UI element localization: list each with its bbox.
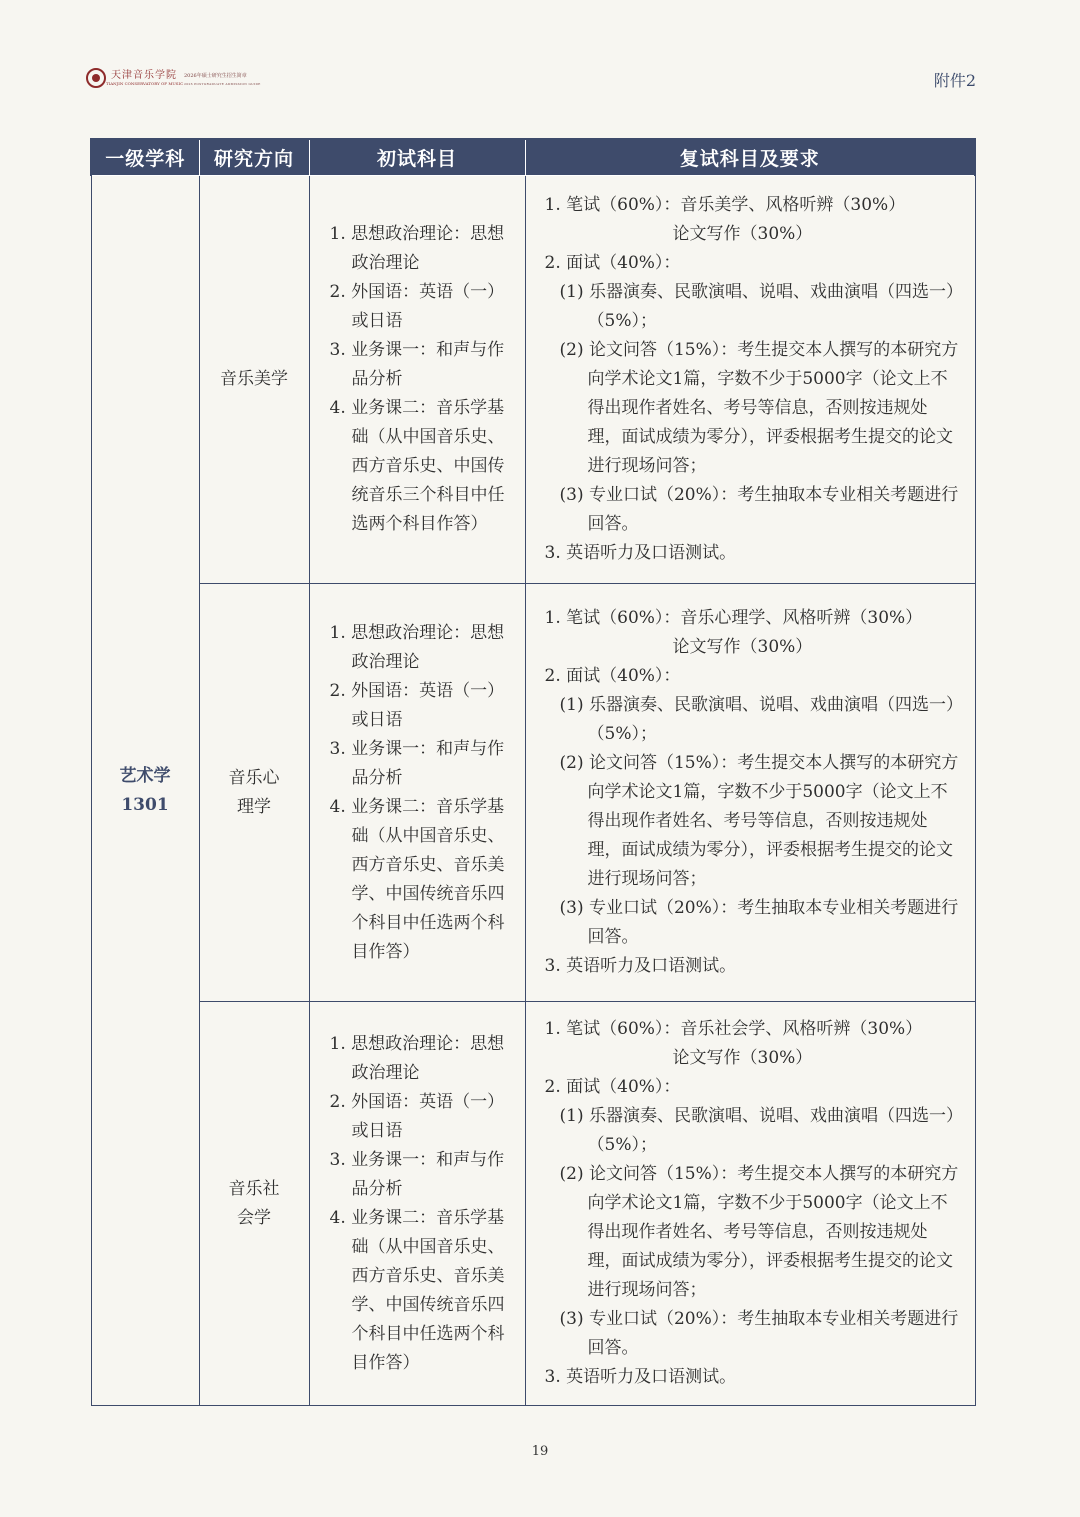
initial-item: 4. 业务课二：音乐学基础（从中国音乐史、西方音乐史、音乐美学、中国传统音乐四个科目中任选两个科目作答） — [329, 1207, 505, 1373]
retest-item: (2) 论文问答（15%）：考生提交本人撰写的本研究方向学术论文1篇，字数不少于5000字（论文上不得出现作者姓名、考号等信息，否则按违规处理，面试成绩为零分），评委根据考生提交的论文进行现场问答； — [559, 340, 959, 476]
document-title — [184, 72, 261, 88]
initial-item: 3. 业务课一：和声与作品分析 — [329, 1149, 505, 1199]
retest-interview: 2. 面试（40%）： — [544, 253, 681, 273]
retest-item: (3) 专业口试（20%）：考生抽取本专业相关考题进行回答。 — [559, 1309, 959, 1358]
direction-name: 音乐社会学 — [228, 1178, 280, 1228]
retest-written-2: 论文写作（30%） — [672, 1048, 813, 1068]
document-title-cn: 2026年硕士研究生招生简章 — [184, 73, 247, 79]
page-number: 19 — [531, 1444, 549, 1459]
header-initial-exam: 初试科目 — [309, 139, 525, 176]
retest-cell — [525, 1002, 975, 1406]
direction-cell — [199, 1002, 309, 1406]
discipline-code: 1301 — [121, 794, 169, 815]
attachment-label: 附件2 — [933, 71, 976, 90]
initial-item: 3. 业务课一：和声与作品分析 — [329, 340, 505, 389]
initial-item: 1. 思想政治理论：思想政治理论 — [329, 224, 505, 273]
direction-name: 音乐心理学 — [228, 767, 280, 817]
discipline-name: 艺术学 — [119, 765, 171, 786]
initial-exam-cell — [309, 584, 525, 1002]
logo-subtext: TIANJIN CONSERVATORY OF MUSIC — [106, 81, 184, 86]
school-seal-icon — [86, 68, 106, 88]
initial-exam-cell — [309, 1002, 525, 1406]
retest-item: (2) 论文问答（15%）：考生提交本人撰写的本研究方向学术论文1篇，字数不少于5000字（论文上不得出现作者姓名、考号等信息，否则按违规处理，面试成绩为零分），评委根据考生提交的论文进行现场问答； — [559, 1164, 959, 1300]
initial-item: 2. 外国语：英语（一）或日语 — [329, 680, 505, 730]
retest-listening: 3. 英语听力及口语测试。 — [544, 543, 737, 563]
initial-item: 1. 思想政治理论：思想政治理论 — [329, 1033, 505, 1083]
document-title-en: 2026 POSTGRADUATE ADMISSION GUIDE — [184, 82, 261, 86]
retest-written: 1. 笔试（60%）：音乐社会学、风格听辨（30%） — [544, 1019, 923, 1039]
discipline-cell — [91, 176, 199, 1406]
retest-written: 1. 笔试（60%）：音乐心理学、风格听辨（30%） — [544, 608, 923, 628]
initial-exam-cell — [309, 176, 525, 584]
retest-written-2: 论文写作（30%） — [672, 637, 813, 657]
retest-written-2: 论文写作（30%） — [672, 224, 813, 244]
table-row — [91, 584, 975, 1002]
retest-item: (1) 乐器演奏、民歌演唱、说唱、戏曲演唱（四选一）（5%）； — [559, 1106, 955, 1155]
logo-text: 天津音乐学院 — [111, 70, 177, 81]
retest-item: (3) 专业口试（20%）：考生抽取本专业相关考题进行回答。 — [559, 898, 959, 947]
header-retest: 复试科目及要求 — [525, 139, 975, 176]
header-discipline: 一级学科 — [91, 139, 199, 176]
retest-interview: 2. 面试（40%）： — [544, 666, 681, 686]
school-logo — [86, 68, 183, 88]
direction-cell — [199, 584, 309, 1002]
retest-item: (1) 乐器演奏、民歌演唱、说唱、戏曲演唱（四选一）（5%）； — [559, 282, 955, 331]
initial-item: 2. 外国语：英语（一）或日语 — [329, 282, 505, 331]
admission-table — [90, 138, 976, 1406]
table-row — [91, 1002, 975, 1406]
direction-cell — [199, 176, 309, 584]
initial-item: 1. 思想政治理论：思想政治理论 — [329, 622, 505, 672]
retest-item: (1) 乐器演奏、民歌演唱、说唱、戏曲演唱（四选一）（5%）； — [559, 695, 955, 744]
retest-listening: 3. 英语听力及口语测试。 — [544, 956, 737, 976]
retest-cell — [525, 584, 975, 1002]
retest-cell — [525, 176, 975, 584]
table-header-row — [91, 139, 975, 176]
header-direction: 研究方向 — [199, 139, 309, 176]
retest-item: (3) 专业口试（20%）：考生抽取本专业相关考题进行回答。 — [559, 485, 959, 534]
retest-item: (2) 论文问答（15%）：考生提交本人撰写的本研究方向学术论文1篇，字数不少于5000字（论文上不得出现作者姓名、考号等信息，否则按违规处理，面试成绩为零分），评委根据考生提交的论文进行现场问答； — [559, 753, 959, 889]
retest-written: 1. 笔试（60%）：音乐美学、风格听辨（30%） — [544, 195, 906, 215]
table-row — [91, 176, 975, 584]
initial-item: 2. 外国语：英语（一）或日语 — [329, 1091, 505, 1141]
initial-item: 4. 业务课二：音乐学基础（从中国音乐史、西方音乐史、中国传统音乐三个科目中任选两个科目作答） — [329, 398, 505, 534]
retest-interview: 2. 面试（40%）： — [544, 1077, 681, 1097]
retest-listening: 3. 英语听力及口语测试。 — [544, 1367, 737, 1387]
initial-item: 4. 业务课二：音乐学基础（从中国音乐史、西方音乐史、音乐美学、中国传统音乐四个科目中任选两个科目作答） — [329, 796, 505, 962]
page-header — [86, 64, 976, 98]
direction-name: 音乐美学 — [220, 369, 288, 389]
initial-item: 3. 业务课一：和声与作品分析 — [329, 738, 505, 788]
